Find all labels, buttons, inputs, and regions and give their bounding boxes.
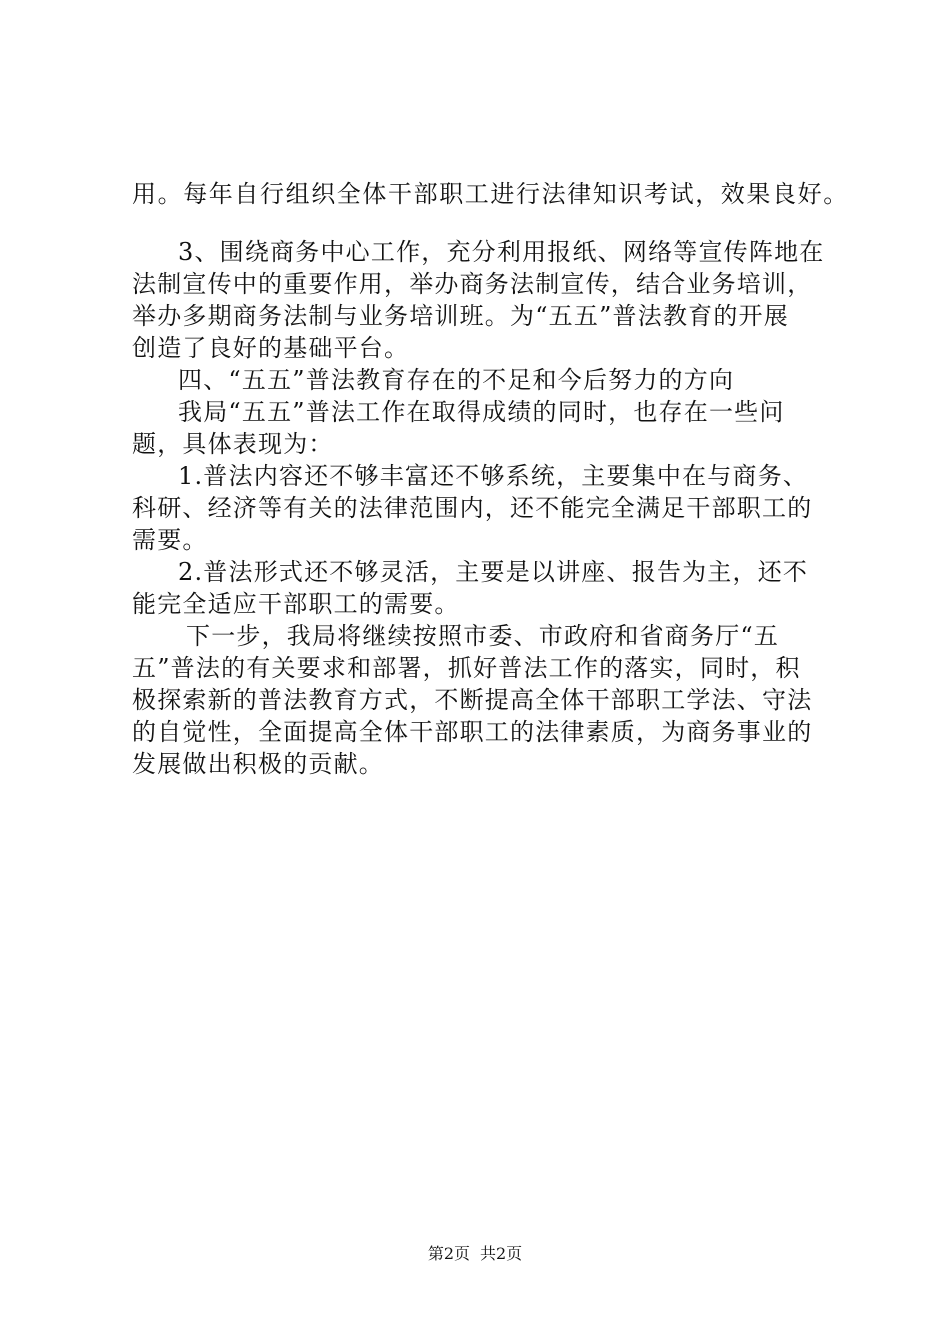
paragraph-line: 用。每年自行组织全体干部职工进行法律知识考试，效果良好。 (132, 180, 849, 208)
list-item-line: 需要。 (132, 526, 208, 554)
paragraph-line: 题，具体表现为： (132, 430, 334, 458)
paragraph-line: 五”普法的有关要求和部署，抓好普法工作的落实，同时，积 (132, 654, 801, 682)
paragraph-line: 发展做出积极的贡献。 (132, 750, 384, 778)
list-item-line: 2.普法形式还不够灵活，主要是以讲座、报告为主，还不 (178, 558, 809, 586)
paragraph-line: 的自觉性，全面提高全体干部职工的法律素质，为商务事业的 (132, 718, 813, 746)
paragraph-line: 法制宣传中的重要作用，举办商务法制宣传，结合业务培训， (132, 270, 813, 298)
paragraph-line: 举办多期商务法制与业务培训班。为“五五”普法教育的开展 (132, 302, 789, 330)
list-item-line: 科研、经济等有关的法律范围内，还不能完全满足干部职工的 (132, 494, 813, 522)
list-item-line: 能完全适应干部职工的需要。 (132, 590, 460, 618)
section-heading: 四、“五五”普法教育存在的不足和今后努力的方向 (178, 366, 735, 394)
page-number-total: 共2页 (480, 1244, 523, 1263)
page-number-current: 第2页 (427, 1244, 470, 1263)
page-footer (0, 1243, 950, 1265)
paragraph-line: 3、围绕商务中心工作，充分利用报纸、网络等宣传阵地在 (178, 238, 825, 266)
paragraph-line: 极探索新的普法教育方式，不断提高全体干部职工学法、守法 (132, 686, 813, 714)
paragraph-line: 下一步，我局将继续按照市委、市政府和省商务厅“五 (186, 622, 780, 650)
paragraph-line: 我局“五五”普法工作在取得成绩的同时，也存在一些问 (178, 398, 785, 426)
paragraph-line: 创造了良好的基础平台。 (132, 334, 410, 362)
list-item-line: 1.普法内容还不够丰富还不够系统，主要集中在与商务、 (178, 462, 809, 490)
